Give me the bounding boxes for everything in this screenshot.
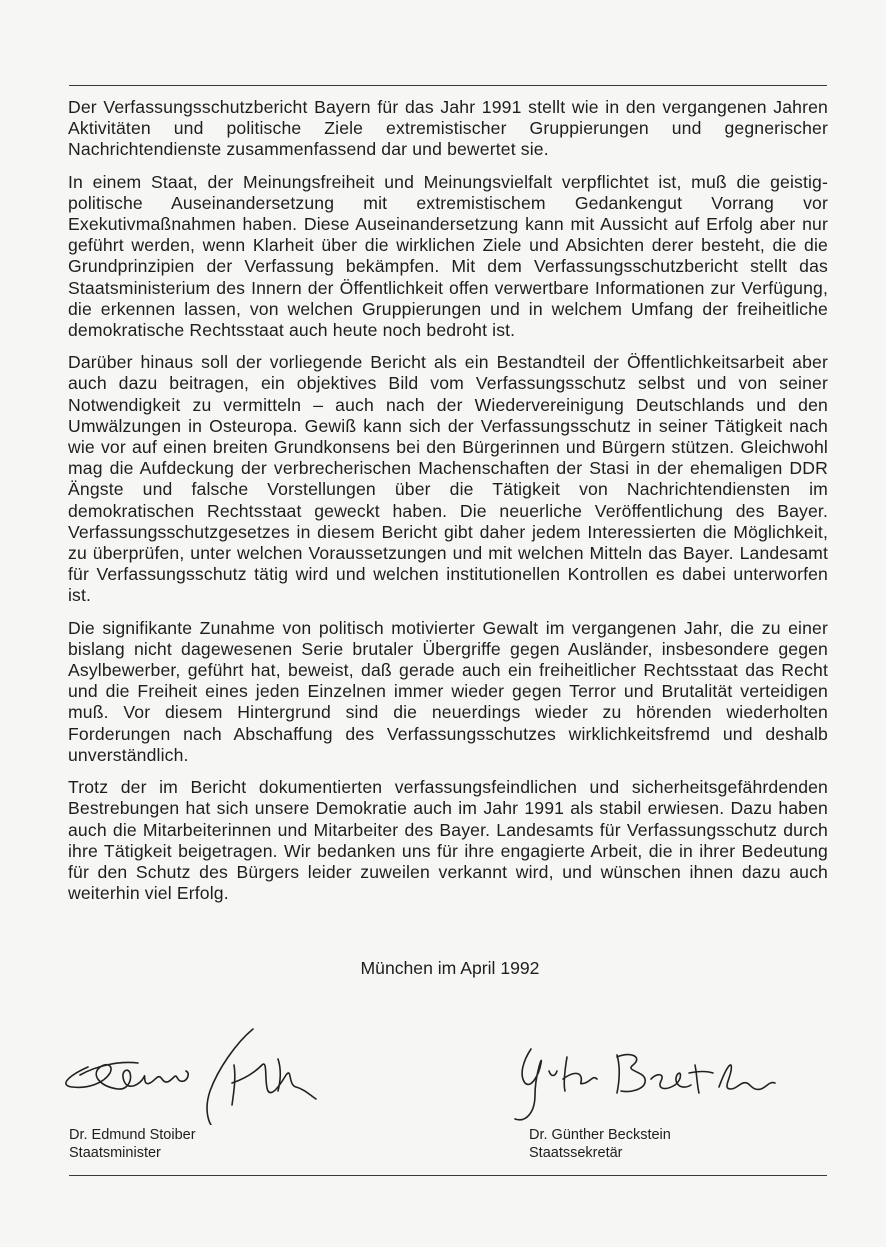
foreword-body [68, 97, 828, 915]
signature-stoiber [58, 1025, 368, 1125]
signatory-name: Dr. Günther Beckstein [529, 1127, 671, 1143]
signatory-title: Staatssekretär [529, 1145, 623, 1161]
signatory-name: Dr. Edmund Stoiber [69, 1127, 196, 1143]
signatory-title: Staatsminister [69, 1145, 161, 1161]
bottom-divider [69, 1175, 827, 1176]
top-divider [69, 85, 827, 86]
signatory-right [529, 1126, 671, 1162]
paragraph-1: Der Verfassungsschutzbericht Bayern für das Jahr 1991 stellt wie in den vergangenen Jahren Aktivitäten und politische Ziele extremistischer Gruppierungen und gegnerischer Nachrichtendienste zusammenfassend dar und bewertet sie. [68, 97, 828, 160]
signature-beckstein [505, 1035, 805, 1125]
signatory-left [69, 1126, 196, 1162]
place-and-date: München im April 1992 [360, 958, 540, 978]
paragraph-5: Trotz der im Bericht dokumentierten verfassungsfeindlichen und sicherheitsgefährdenden Bestrebungen hat sich unsere Demokratie auch im Jahr 1991 als stabil erwiesen. Dazu haben auch die Mitarbeiterinnen und Mitarbeiter des Bayer. Landesamts für Verfassungsschutz durch ihre Tätigkeit beigetragen. Wir bedanken uns für ihre engagierte Arbeit, die in ihrer Bedeutung für den Schutz des Bürgers leider zuweilen verkannt wird, und wünschen ihnen dazu auch weiterhin viel Erfolg. [68, 777, 828, 904]
paragraph-4: Die signifikante Zunahme von politisch motivierter Gewalt im vergangenen Jahr, die zu einer bislang nicht dagewesenen Serie brutaler Übergriffe gegen Ausländer, insbesondere gegen Asylbewerber, geführt hat, beweist, daß gerade auch ein freiheitlicher Rechtsstaat das Recht und die Freiheit eines jeden Einzelnen immer wieder gegen Terror und Brutalität verteidigen muß. Vor diesem Hintergrund sind die neuerdings wieder zu hörenden wiederholten Forderungen nach Abschaffung des Verfassungsschutzes wirklichkeitsfremd und deshalb unverständlich. [68, 617, 828, 765]
paragraph-3: Darüber hinaus soll der vorliegende Bericht als ein Bestandteil der Öffentlichkeitsarbeit aber auch dazu beitragen, ein objektives Bild vom Verfassungsschutz selbst und von seiner Notwendigkeit zu vermitteln – auch nach der Wiedervereinigung Deutschlands und den Umwälzungen in Osteuropa. Gewiß kann sich der Verfassungsschutz in seiner Tätigkeit nach wie vor auf einen breiten Grundkonsens bei den Bürgerinnen und Bürgern stützen. Gleichwohl mag die Aufdeckung der verbrecherischen Machenschaften der Stasi in der ehemaligen DDR Ängste und falsche Vorstellungen über die Tätigkeit von Nachrichtendiensten im demokratischen Rechtsstaat geweckt haben. Die neuerliche Veröffentlichung des Bayer. Verfassungsschutzgesetzes in diesem Bericht gibt daher jedem Interessierten die Möglichkeit, zu überprüfen, unter welchen Voraussetzungen und mit welchen Mitteln das Bayer. Landesamt für Verfassungsschutz tätig wird und welchen institutionellen Kontrollen es dabei unterworfen ist. [68, 352, 828, 606]
paragraph-2: In einem Staat, der Meinungsfreiheit und Meinungsvielfalt verpflichtet ist, muß die geistig-politische Auseinandersetzung mit extremistischem Gedankengut Vorrang vor Exekutivmaßnahmen haben. Diese Auseinandersetzung kann mit Aussicht auf Erfolg aber nur geführt werden, wenn Klarheit über die wirklichen Ziele und Absichten derer besteht, die die Grundprinzipien der Verfassung bekämpfen. Mit dem Verfassungsschutzbericht stellt das Staatsministerium des Innern der Öffentlichkeit offen verwertbare Informationen zur Verfügung, die erkennen lassen, von welchen Gruppierungen und in welchem Umfang der freiheitliche demokratische Rechtsstaat auch heute noch bedroht ist. [68, 171, 828, 341]
